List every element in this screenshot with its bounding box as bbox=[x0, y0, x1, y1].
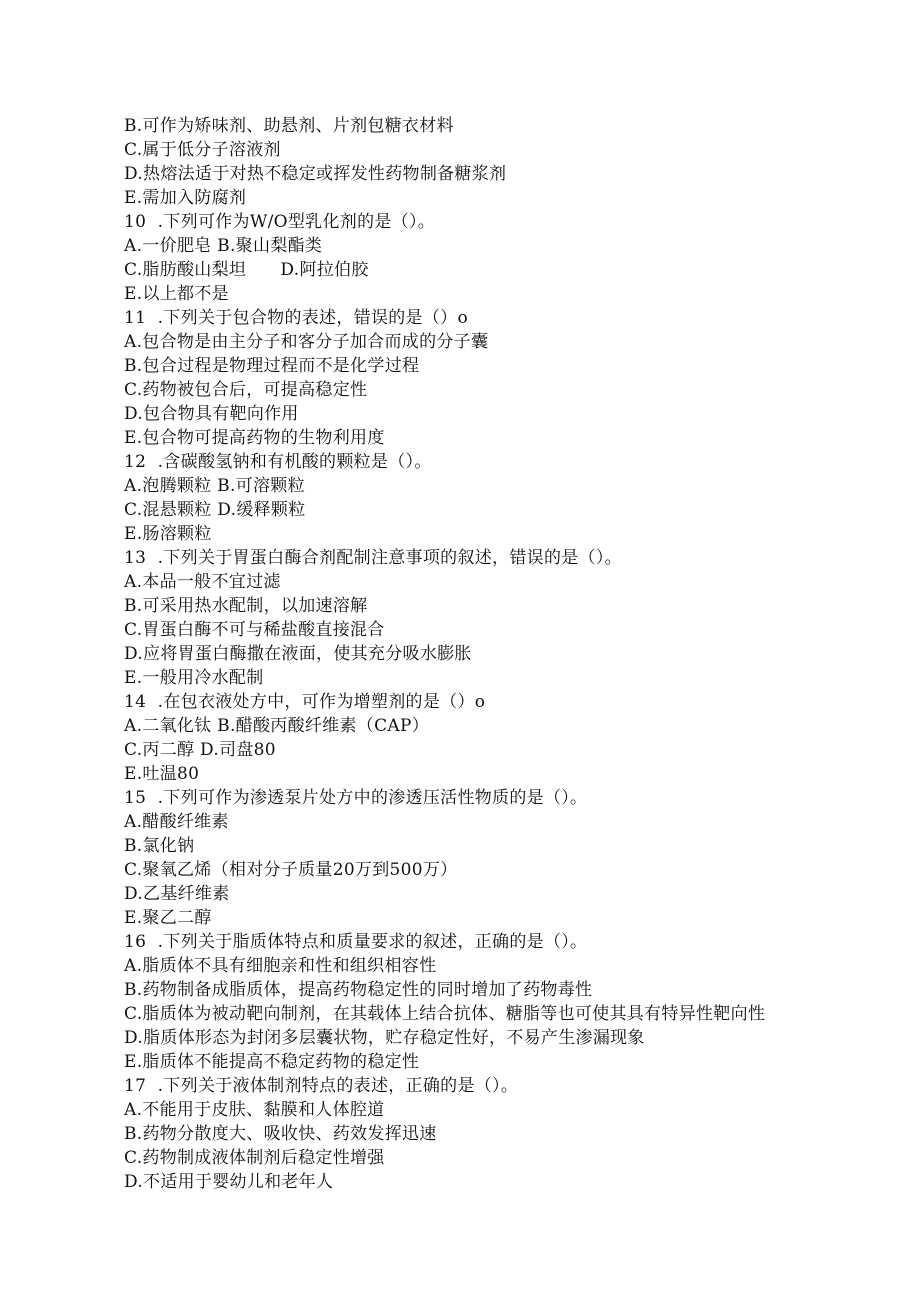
text-line: C.胃蛋白酶不可与稀盐酸直接混合 bbox=[124, 620, 385, 640]
text-line: C.混悬颗粒 D.缓释颗粒 bbox=[124, 500, 306, 520]
text-line: A.泡腾颗粒 B.可溶颗粒 bbox=[124, 476, 305, 496]
text-line: E.脂质体不能提高不稳定药物的稳定性 bbox=[124, 1052, 420, 1072]
text-line: C.属于低分子溶液剂 bbox=[124, 140, 281, 160]
question-17: 17 .下列关于液体制剂特点的表述，正确的是（）。 bbox=[124, 1076, 519, 1096]
question-15: 15 .下列可作为渗透泵片处方中的渗透压活性物质的是（）。 bbox=[124, 788, 588, 808]
text-line: D.不适用于婴幼儿和老年人 bbox=[124, 1172, 334, 1192]
text-line: A.二氧化钛 B.醋酸丙酸纤维素（CAP） bbox=[124, 716, 430, 736]
text-line: C.脂肪酸山梨坦 D.阿拉伯胶 bbox=[124, 260, 369, 280]
question-11: 11 .下列关于包合物的表述，错误的是（）o bbox=[124, 308, 468, 328]
text-line: A.本品一般不宜过滤 bbox=[124, 572, 281, 592]
text-line: C.聚氧乙烯（相对分子质量20万到500万） bbox=[124, 860, 458, 880]
text-line: B.药物制备成脂质体，提高药物稳定性的同时增加了药物毒性 bbox=[124, 980, 593, 1000]
text-line: E.聚乙二醇 bbox=[124, 908, 212, 928]
text-line: D.应将胃蛋白酶撒在液面，使其充分吸水膨胀 bbox=[124, 644, 472, 664]
text-line: E.一般用冷水配制 bbox=[124, 668, 264, 688]
text-line: B.可采用热水配制，以加速溶解 bbox=[124, 596, 368, 616]
text-line: E.吐温80 bbox=[124, 764, 200, 784]
question-10: 10 .下列可作为W/O型乳化剂的是（）。 bbox=[124, 212, 436, 232]
text-line: A.脂质体不具有细胞亲和性和组织相容性 bbox=[124, 956, 437, 976]
text-line: C.脂质体为被动靶向制剂，在其载体上结合抗体、糖脂等也可使其具有特异性靶向性 bbox=[124, 1004, 766, 1024]
text-line: E.以上都不是 bbox=[124, 284, 229, 304]
document-body bbox=[124, 114, 904, 1194]
question-14: 14 .在包衣液处方中，可作为增塑剂的是（）o bbox=[124, 692, 486, 712]
text-line: A.一价肥皂 B.聚山梨酯类 bbox=[124, 236, 323, 256]
text-line: C.药物被包合后，可提高稳定性 bbox=[124, 380, 368, 400]
text-line: C.药物制成液体制剂后稳定性增强 bbox=[124, 1148, 385, 1168]
text-line: E.需加入防腐剂 bbox=[124, 188, 247, 208]
text-line: E.肠溶颗粒 bbox=[124, 524, 212, 544]
text-line: A.醋酸纤维素 bbox=[124, 812, 229, 832]
text-line: C.丙二醇 D.司盘80 bbox=[124, 740, 276, 760]
text-line: D.包合物具有靶向作用 bbox=[124, 404, 299, 424]
text-line: D.乙基纤维素 bbox=[124, 884, 230, 904]
text-line: B.氯化钠 bbox=[124, 836, 195, 856]
text-line: B.包合过程是物理过程而不是化学过程 bbox=[124, 356, 420, 376]
text-line: B.可作为矫味剂、助悬剂、片剂包糖衣材料 bbox=[124, 116, 454, 136]
text-line: A.不能用于皮肤、黏膜和人体腔道 bbox=[124, 1100, 385, 1120]
text-line: D.热熔法适于对热不稳定或挥发性药物制备糖浆剂 bbox=[124, 164, 507, 184]
question-13: 13 .下列关于胃蛋白酶合剂配制注意事项的叙述，错误的是（）。 bbox=[124, 548, 622, 568]
question-12: 12 .含碳酸氢钠和有机酸的颗粒是（）。 bbox=[124, 452, 432, 472]
text-line: D.脂质体形态为封闭多层囊状物，贮存稳定性好，不易产生渗漏现象 bbox=[124, 1028, 645, 1048]
text-line: E.包合物可提高药物的生物利用度 bbox=[124, 428, 385, 448]
text-line: A.包合物是由主分子和客分子加合而成的分子囊 bbox=[124, 332, 489, 352]
question-16: 16 .下列关于脂质体特点和质量要求的叙述，正确的是（）。 bbox=[124, 932, 588, 952]
text-line: B.药物分散度大、吸收快、药效发挥迅速 bbox=[124, 1124, 437, 1144]
